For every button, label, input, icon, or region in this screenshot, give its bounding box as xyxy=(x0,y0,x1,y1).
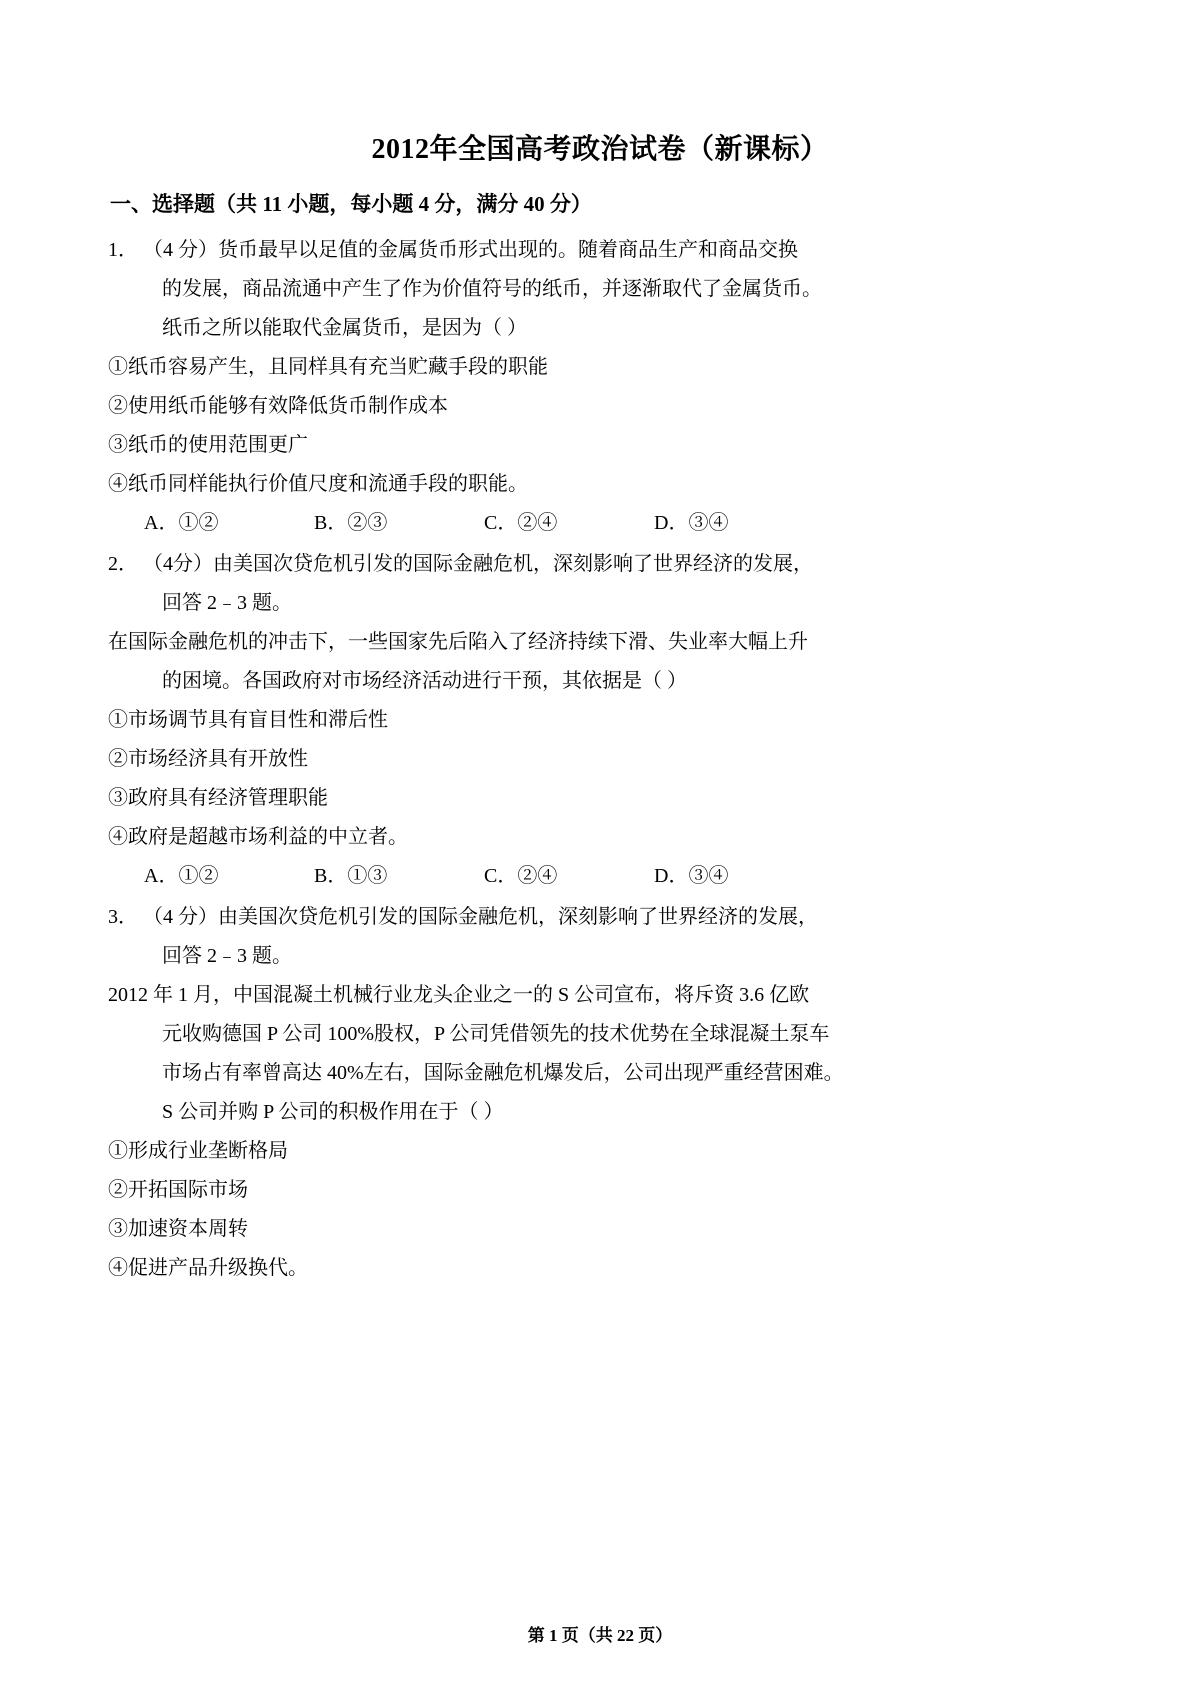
question-2-option-d[interactable]: D．③④ xyxy=(654,864,729,887)
question-2-stem-line-1: 2． （4分）由美国次贷危机引发的国际金融危机，深刻影响了世界经济的发展， xyxy=(108,552,813,575)
question-2-options xyxy=(108,857,1092,896)
question-1-item-4: ④纸币同样能执行价值尺度和流通手段的职能。 xyxy=(108,472,528,495)
question-2-item-1: ①市场调节具有盲目性和滞后性 xyxy=(108,708,388,731)
question-1-options xyxy=(108,504,1092,543)
question-2-option-c[interactable]: C．②④ xyxy=(484,864,558,887)
question-3-body-line-1: 2012 年 1 月，中国混凝土机械行业龙头企业之一的 S 公司宣布，将斥资 3.6 亿欧 xyxy=(108,983,810,1006)
question-1-option-b[interactable]: B．②③ xyxy=(314,511,388,534)
question-3-item-3: ③加速资本周转 xyxy=(108,1217,248,1240)
question-3-body-line-4: S 公司并购 P 公司的积极作用在于（ ） xyxy=(162,1100,504,1123)
section-heading: 一、选择题（共 11 小题，每小题 4 分，满分 40 分） xyxy=(110,192,592,217)
question-2 xyxy=(108,545,1092,896)
question-3-item-1: ①形成行业垄断格局 xyxy=(108,1139,288,1162)
question-3-stem-line-1: 3． （4 分）由美国次贷危机引发的国际金融危机，深刻影响了世界经济的发展， xyxy=(108,905,818,928)
question-1-option-c[interactable]: C．②④ xyxy=(484,511,558,534)
question-1-stem-line-1: 1． （4 分）货币最早以足值的金属货币形式出现的。随着商品生产和商品交换 xyxy=(108,238,798,261)
question-2-item-3: ③政府具有经济管理职能 xyxy=(108,786,328,809)
question-1-option-d[interactable]: D．③④ xyxy=(654,511,729,534)
question-3-item-4: ④促进产品升级换代。 xyxy=(108,1256,308,1279)
question-3-body-line-3: 市场占有率曾高达 40%左右，国际金融危机爆发后，公司出现严重经营困难。 xyxy=(162,1061,844,1084)
question-2-option-a[interactable]: A．①② xyxy=(144,864,219,887)
question-2-item-4: ④政府是超越市场利益的中立者。 xyxy=(108,825,408,848)
question-2-body-line-1: 在国际金融危机的冲击下，一些国家先后陷入了经济持续下滑、失业率大幅上升 xyxy=(108,630,808,653)
question-1-item-1: ①纸币容易产生，且同样具有充当贮藏手段的职能 xyxy=(108,355,548,378)
question-3 xyxy=(108,898,1092,1288)
question-2-option-b[interactable]: B．①③ xyxy=(314,864,388,887)
question-2-body-line-2: 的困境。各国政府对市场经济活动进行干预，其依据是（ ） xyxy=(162,669,687,692)
question-3-stem-line-2: 回答 2﹣3 题。 xyxy=(162,944,292,967)
question-2-stem-line-2: 回答 2﹣3 题。 xyxy=(162,591,292,614)
question-1-item-2: ②使用纸币能够有效降低货币制作成本 xyxy=(108,394,448,417)
question-1 xyxy=(108,231,1092,543)
question-1-option-a[interactable]: A．①② xyxy=(144,511,219,534)
question-1-stem-line-3: 纸币之所以能取代金属货币，是因为（ ） xyxy=(162,316,527,339)
question-1-item-3: ③纸币的使用范围更广 xyxy=(108,433,308,456)
question-2-item-2: ②市场经济具有开放性 xyxy=(108,747,308,770)
page-title: 2012年全国高考政治试卷（新课标） xyxy=(371,134,829,165)
question-3-item-2: ②开拓国际市场 xyxy=(108,1178,248,1201)
question-1-stem-line-2: 的发展，商品流通中产生了作为价值符号的纸币，并逐渐取代了金属货币。 xyxy=(162,277,822,300)
page-footer: 第 1 页（共 22 页） xyxy=(527,1626,673,1645)
question-3-body-line-2: 元收购德国 P 公司 100%股权，P 公司凭借领先的技术优势在全球混凝土泵车 xyxy=(162,1022,830,1045)
